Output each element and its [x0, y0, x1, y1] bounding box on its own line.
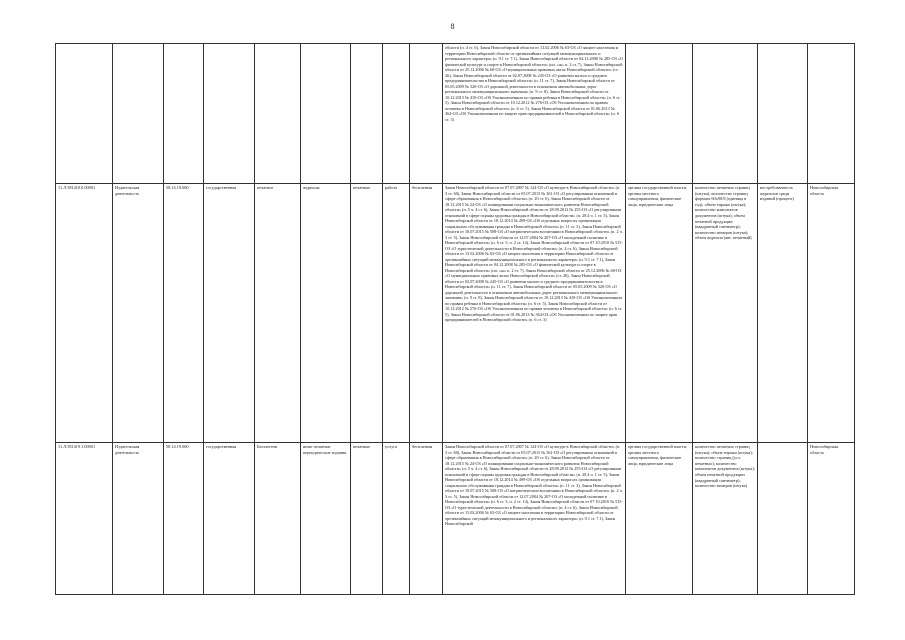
- activity-cell: Издательская деятельность: [113, 184, 164, 443]
- okved-code-cell: [164, 44, 204, 184]
- owner-cell: [204, 44, 255, 184]
- table-row: [56, 443, 855, 595]
- table-row: [56, 44, 855, 184]
- content-type-cell: Бюллетени: [255, 443, 301, 595]
- owner-cell: государственная: [204, 184, 255, 443]
- subtype-cell: иные печатные периодические издания: [301, 443, 351, 595]
- quality-indicators-cell: [758, 44, 808, 184]
- registry-number-cell: 11.Л.581419.1.00001: [56, 443, 113, 595]
- registry-number-cell: 11.Л.581410.0.00001: [56, 184, 113, 443]
- okved-code-cell: 58.14.19.000: [164, 443, 204, 595]
- territory-cell: Новосибирская область: [808, 184, 855, 443]
- content-type-cell: [255, 44, 301, 184]
- quality-indicators-cell: [758, 443, 808, 595]
- legal-basis-cell: Закон Новосибирской области от 07.07.2007 № 124-ОЗ «О культуре в Новосибирской области» (п. 3 ст. 60), Закон Новосибирской области от 05.07.2013 № 361-ОЗ «О регулировании отношений в сфере образования в Новосибирской области» (п. 20 ст. 6), Закон Новосибирской области от 18.12.2015 № 24-ОЗ «О планировании социально-экономического развития Новосибирской области» (п. 5 ч. 4 ст. 6), Закон Новосибирской области от 28.09.2012 № 255-ОЗ «О регулировании отношений в сфере охраны здоровья граждан в Новосибирской области» (п. 28.4 ч. 1 ст. 5), Закон Новосибирской области от 18.12.2014 № 499-ОЗ «Об отдельных вопросах организации социального обслуживания граждан в Новосибирской области» (п. 11 ст. 3), Закон Новосибирской области от 10.07.2015 № 508-ОЗ «О патриотическом воспитании в Новосибирской области» (п. 2 ч. 3 ст. 5), Закон Новосибирской области от 12.07.2004 № 207-ОЗ «О молодежной политике в Новосибирской области» (п. 6 ст. 5, п. 2 ст. 14), Закон Новосибирской области от 07.10.2010 № 515-ОЗ «О туристической деятельности в Новосибирской области» (п. 4 ст. 6), Закон Новосибирской области от 13.02.2006 № 63-ОЗ «О защите населения и территории Новосибирской области от чрезвычайных ситуаций межмуниципального и регионального характера» (п. 9.1 ст. 7.1), Закон Новосибирской области от 04.12.2008 № 285-ОЗ «О физической культуре и спорте в Новосибирской области» (пп. «ж» п. 2 ст. 7), Закон Новосибирской области от 25.12.2006 № 60-ОЗ «О муниципальных правовых актах Новосибирской области» (ст. 26), Закон Новосибирской области от 02.07.2008 № 245-ОЗ «О развитии малого и среднего предпринимательства в Новосибирской области» (п. 11 ст. 7), Закон Новосибирской области от 05.05.2009 № 320-ОЗ «О дорожной деятельности в отношении автомобильных дорог регионального межмуниципального значения» (п. 9 ст. 8), Закон Новосибирской области от 10.12.2013 № 410-ОЗ «Об Уполномоченном по правам ребенка в Новосибирской области» (п. 6 ст. 5), Закон Новосибирской области от 10.12.2012 № 276-ОЗ «Об Уполномоченном по правам человека в Новосибирской области» (п. 6 ст. 5), Закон Новосибирской области от 01.06.2013 № 364-ОЗ «Об Уполномоченном по защите прав предпринимателей в Новосибирской области» (п. 6 ст. 3): [443, 184, 626, 443]
- payment-cell: бесплатная: [410, 443, 443, 595]
- work-type-cell: [383, 44, 410, 184]
- legal-basis-cell: Закон Новосибирской области от 07.07.2007 № 124-ОЗ «О культуре в Новосибирской области» (п. 3 ст. 60), Закон Новосибирской области от 05.07.2013 № 361-ОЗ «О регулировании отношений в сфере образования в Новосибирской области» (п. 20 ст. 6), Закон Новосибирской области от 18.12.2015 № 24-ОЗ «О планировании социально-экономического развития Новосибирской области» (п. 5 ч. 4 ст. 6), Закон Новосибирской области от 28.09.2012 № 255-ОЗ «О регулировании отношений в сфере охраны здоровья граждан в Новосибирской области» (п. 28.4 ч. 1 ст. 5), Закон Новосибирской области от 18.12.2014 № 499-ОЗ «Об отдельных вопросах организации социального обслуживания граждан в Новосибирской области» (п. 11 ст. 3), Закон Новосибирской области от 10.07.2015 № 508-ОЗ «О патриотическом воспитании в Новосибирской области» (п. 2 ч. 3 ст. 5), Закон Новосибирской области от 12.07.2004 № 207-ОЗ «О молодежной политике в Новосибирской области» (п. 6 ст. 5, п. 2 ст. 14), Закон Новосибирской области от 07.10.2010 № 515-ОЗ «О туристической деятельности в Новосибирской области» (п. 4 ст. 6), Закон Новосибирской области от 13.02.2006 № 63-ОЗ «О защите населения и территории Новосибирской области от чрезвычайных ситуаций межмуниципального и регионального характера» (п. 9.1 ст. 7.1), Закон Новосибирской: [443, 443, 626, 595]
- volume-indicators-cell: количество печатных страниц (штука); количество страниц формата 60x90/8 (единица в год); объем тиража (штука); количество комплектов документов (штука); объем печатной продукции (квадратный сантиметр); количество номеров (штука); объем журнала (авт. печатный): [693, 184, 758, 443]
- form-cell: печатные: [351, 184, 383, 443]
- payment-cell: [410, 44, 443, 184]
- activity-cell: Издательская деятельность: [113, 443, 164, 595]
- services-registry-table: [55, 43, 855, 595]
- activity-cell: [113, 44, 164, 184]
- payment-cell: бесплатная: [410, 184, 443, 443]
- work-type-cell: услуга: [383, 443, 410, 595]
- territory-cell: [808, 44, 855, 184]
- recipients-cell: [626, 44, 693, 184]
- legal-basis-cell: области (п. 4 ст. 6), Закон Новосибирской области от 13.02.2006 № 63-ОЗ «О защите населения и территории Новосибирской области от чрезвычайных ситуаций межмуниципального и регионального характера» (п. 9.1 ст. 7.1), Закон Новосибирской области от 04.12.2008 № 285-ОЗ «О физической культуре и спорте в Новосибирской области» (пп. «ж» п. 2 ст. 7), Закон Новосибирской области от 25.12.2006 № 60-ОЗ «О муниципальных правовых актах Новосибирской области» (ст. 26), Закон Новосибирской области от 02.07.2008 № 245-ОЗ «О развитии малого и среднего предпринимательства в Новосибирской области» (п. 11 ст. 7), Закон Новосибирской области от 05.05.2009 № 320-ОЗ «О дорожной деятельности в отношении автомобильных дорог регионального межмуниципального значения» (п. 9 ст. 8), Закон Новосибирской области от 10.12.2013 № 410-ОЗ «Об Уполномоченном по правам ребенка в Новосибирской области» (п. 6 ст. 5), Закон Новосибирской области от 10.12.2012 № 276-ОЗ «Об Уполномоченном по правам человека в Новосибирской области» (п. 6 ст. 5), Закон Новосибирской области от 01.06.2013 № 364-ОЗ «Об Уполномоченном по защите прав предпринимателей в Новосибирской области» (п. 6 ст. 3): [443, 44, 626, 184]
- content-type-cell: печатное: [255, 184, 301, 443]
- form-cell: печатные: [351, 443, 383, 595]
- okved-code-cell: 58.14.19.000: [164, 184, 204, 443]
- page-number: 8: [450, 22, 455, 31]
- subtype-cell: журналы: [301, 184, 351, 443]
- table-row: [56, 184, 855, 443]
- recipients-cell: органы государственной власти, органы местного самоуправления, физические лица, юридические лица: [626, 443, 693, 595]
- form-cell: [351, 44, 383, 184]
- recipients-cell: органы государственной власти, органы местного самоуправления, физические лица, юридические лица: [626, 184, 693, 443]
- territory-cell: Новосибирская область: [808, 443, 855, 595]
- work-type-cell: работа: [383, 184, 410, 443]
- registry-number-cell: [56, 44, 113, 184]
- subtype-cell: [301, 44, 351, 184]
- owner-cell: государственная: [204, 443, 255, 595]
- volume-indicators-cell: [693, 44, 758, 184]
- volume-indicators-cell: количество печатных страниц (штука); объем тиража (штука); количество страниц (усл. печатных); количество комплектов документов (штука); объем печатной продукции (квадратный сантиметр); количество номеров (штука): [693, 443, 758, 595]
- quality-indicators-cell: востребованность журналов среди изданий (процент): [758, 184, 808, 443]
